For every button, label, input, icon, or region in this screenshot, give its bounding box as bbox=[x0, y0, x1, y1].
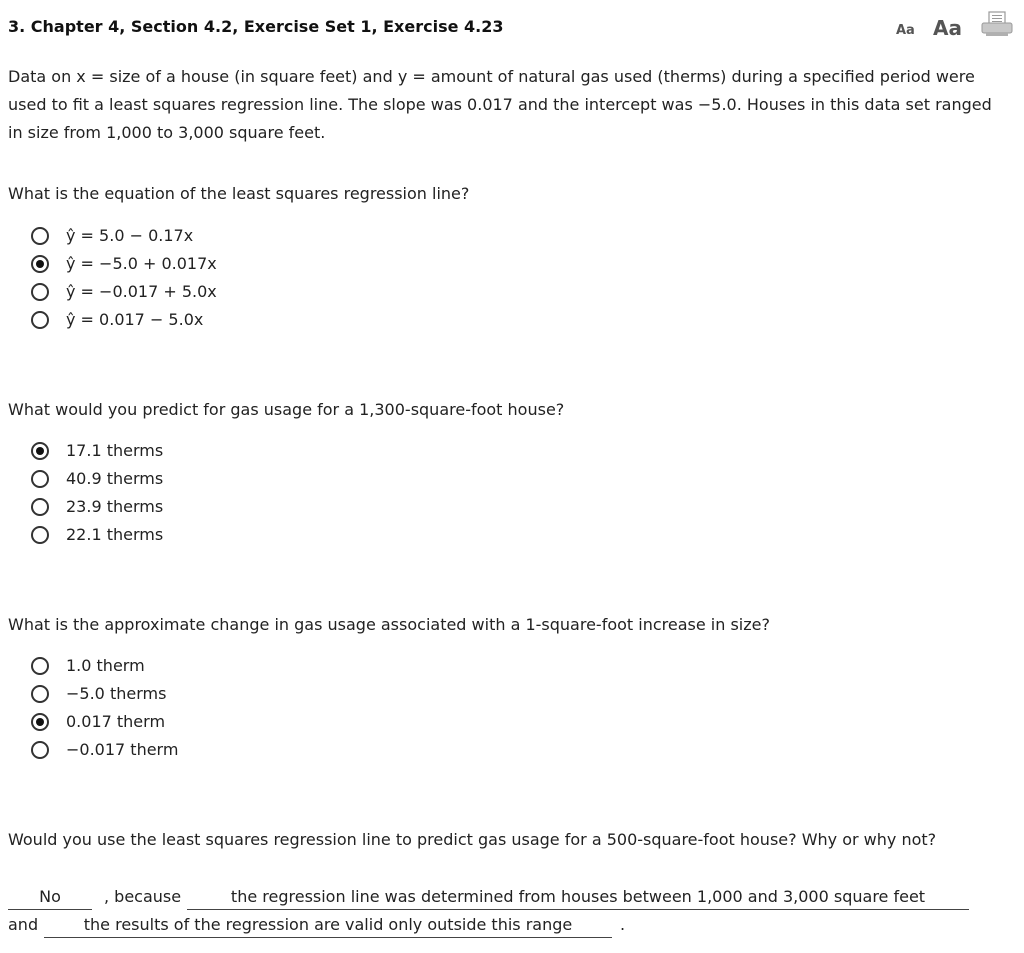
radio-button-selected[interactable] bbox=[31, 255, 49, 273]
option-label: 0.017 therm bbox=[66, 712, 166, 731]
radio-button[interactable] bbox=[31, 498, 49, 516]
option-label: 1.0 therm bbox=[66, 656, 145, 675]
answer-2-dropdown[interactable]: the regression line was determined from houses between 1,000 and 3,000 square feet bbox=[187, 885, 969, 910]
because-text: , because bbox=[104, 887, 182, 906]
question-4-text: Would you use the least squares regression line to predict gas usage for a 500-square-foot house? Why or why not? bbox=[8, 830, 937, 849]
decrease-font-button[interactable]: Aa bbox=[896, 23, 915, 38]
radio-button[interactable] bbox=[31, 470, 49, 488]
option-label: ŷ = −5.0 + 0.017x bbox=[66, 254, 217, 273]
option-label: 23.9 therms bbox=[66, 497, 164, 516]
question-title: 3. Chapter 4, Section 4.2, Exercise Set 1, Exercise 4.23 bbox=[8, 17, 504, 36]
option-label: 40.9 therms bbox=[66, 469, 164, 488]
radio-button[interactable] bbox=[31, 526, 49, 544]
problem-statement: Data on x = size of a house (in square feet) and y = amount of natural gas used (therms) during a specified period were used to fit a least squares regression line. The slope was 0.017 and the intercept was −5.0. Houses in this data set ranged in size from 1,000 to 3,000 square feet. bbox=[8, 67, 992, 142]
radio-button[interactable] bbox=[31, 657, 49, 675]
option-label: ŷ = 5.0 − 0.17x bbox=[66, 226, 194, 245]
radio-button[interactable] bbox=[31, 311, 49, 329]
print-icon[interactable] bbox=[980, 11, 1014, 37]
radio-button-selected[interactable] bbox=[31, 713, 49, 731]
option-label: ŷ = 0.017 − 5.0x bbox=[66, 310, 204, 329]
sentence-period: . bbox=[620, 915, 626, 934]
question-2-text: What would you predict for gas usage for a 1,300-square-foot house? bbox=[8, 400, 565, 419]
option-label: 22.1 therms bbox=[66, 525, 164, 544]
radio-button[interactable] bbox=[31, 283, 49, 301]
increase-font-button[interactable]: Aa bbox=[933, 16, 962, 40]
radio-button-selected[interactable] bbox=[31, 442, 49, 460]
option-label: −5.0 therms bbox=[66, 684, 167, 703]
question-3-text: What is the approximate change in gas usage associated with a 1-square-foot increase in size? bbox=[8, 615, 770, 634]
radio-button[interactable] bbox=[31, 685, 49, 703]
option-label: 17.1 therms bbox=[66, 441, 164, 460]
and-text: and bbox=[8, 915, 39, 934]
option-label: −0.017 therm bbox=[66, 740, 179, 759]
question-header bbox=[8, 15, 1013, 41]
radio-button[interactable] bbox=[31, 741, 49, 759]
radio-button[interactable] bbox=[31, 227, 49, 245]
answer-3-dropdown[interactable]: the results of the regression are valid only outside this range bbox=[44, 913, 612, 938]
option-label: ŷ = −0.017 + 5.0x bbox=[66, 282, 217, 301]
question-1-text: What is the equation of the least squares regression line? bbox=[8, 184, 470, 203]
answer-1-dropdown[interactable]: No bbox=[8, 885, 92, 910]
